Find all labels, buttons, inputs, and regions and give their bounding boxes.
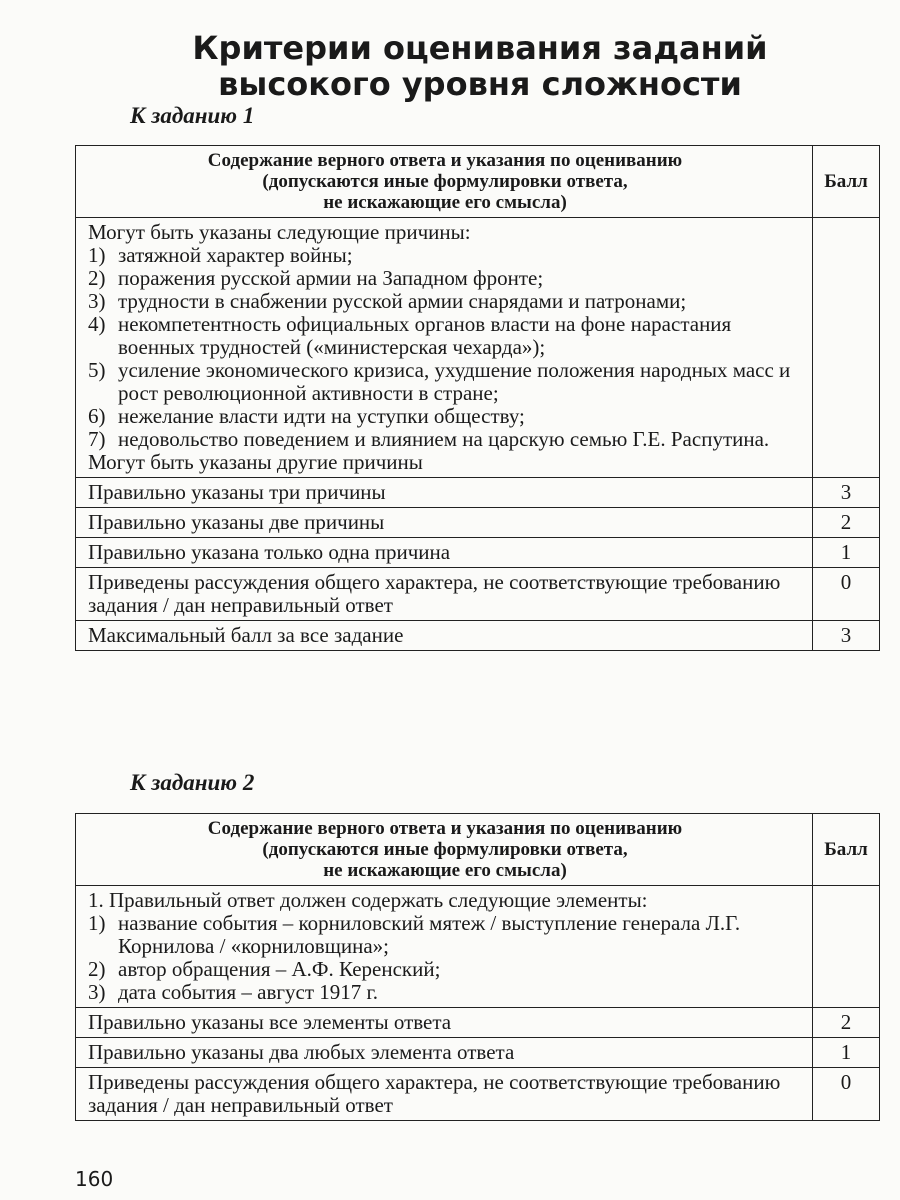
answer-item <box>88 313 802 359</box>
item-number: 3) <box>88 289 106 313</box>
header-content-cell <box>76 814 813 886</box>
item-text: нежелание власти идти на уступки обществу; <box>118 404 525 428</box>
page-number: 160 <box>75 1167 114 1191</box>
answer-item <box>88 912 802 958</box>
item-text: недовольство поведением и влиянием на царскую семью Г.Е. Распутина. <box>118 427 770 451</box>
criteria-text: Правильно указаны две причины <box>76 508 813 538</box>
item-number: 2) <box>88 957 106 981</box>
task-1-criteria-table <box>75 145 880 651</box>
task-2-heading: К заданию 2 <box>130 770 255 795</box>
criteria-score: 3 <box>813 478 880 508</box>
answer-item <box>88 290 802 313</box>
answer-item <box>88 428 802 451</box>
criteria-score: 0 <box>813 568 880 621</box>
criteria-score: 2 <box>813 508 880 538</box>
criteria-score: 0 <box>813 1068 880 1121</box>
criteria-row <box>76 538 880 568</box>
item-text: трудности в снабжении русской армии снарядами и патронами; <box>118 289 687 313</box>
criteria-score: 2 <box>813 1008 880 1038</box>
criteria-score: 1 <box>813 1038 880 1068</box>
criteria-row <box>76 1008 880 1038</box>
answer-content-cell <box>76 218 813 478</box>
task-1-heading: К заданию 1 <box>130 103 255 128</box>
criteria-text: Приведены рассуждения общего характера, не соответствующие требованию задания / дан неправильный ответ <box>76 1068 813 1121</box>
item-number: 2) <box>88 266 106 290</box>
table-header-row <box>76 814 880 886</box>
answer-score-cell <box>813 886 880 1008</box>
answer-content-row <box>76 218 880 478</box>
header-line: Содержание верного ответа и указания по оцениванию <box>207 150 683 171</box>
criteria-row <box>76 508 880 538</box>
criteria-text: Приведены рассуждения общего характера, не соответствующие требованию задания / дан неправильный ответ <box>76 568 813 621</box>
criteria-row <box>76 1038 880 1068</box>
answer-intro: Могут быть указаны следующие причины: <box>88 220 471 244</box>
header-score-cell: Балл <box>813 814 880 886</box>
item-number: 1) <box>88 911 106 935</box>
answer-outro: Могут быть указаны другие причины <box>88 450 423 474</box>
answer-item <box>88 267 802 290</box>
header-content-cell <box>76 146 813 218</box>
header-score-cell: Балл <box>813 146 880 218</box>
criteria-row <box>76 568 880 621</box>
page-title-line: высокого уровня сложности <box>218 65 742 103</box>
item-text: затяжной характер войны; <box>118 243 353 267</box>
answer-item <box>88 244 802 267</box>
answer-score-cell <box>813 218 880 478</box>
item-number: 7) <box>88 427 106 451</box>
header-line: (допускаются иные формулировки ответа, <box>262 171 628 192</box>
item-text: некомпетентность официальных органов власти на фоне нарастания военных трудностей («министерская чехарда»); <box>118 312 732 359</box>
criteria-row <box>76 1068 880 1121</box>
page-title <box>130 30 830 102</box>
task-2-criteria-table <box>75 813 880 1121</box>
criteria-text: Правильно указаны все элементы ответа <box>76 1008 813 1038</box>
header-line: не искажающие его смысла) <box>323 192 567 213</box>
item-number: 4) <box>88 312 106 336</box>
item-text: усиление экономического кризиса, ухудшение положения народных масс и рост революционной активности в стране; <box>118 358 791 405</box>
criteria-score: 1 <box>813 538 880 568</box>
max-score-row <box>76 621 880 651</box>
item-number: 3) <box>88 980 106 1004</box>
criteria-row <box>76 478 880 508</box>
item-number: 6) <box>88 404 106 428</box>
item-text: автор обращения – А.Ф. Керенский; <box>118 957 441 981</box>
item-number: 1) <box>88 243 106 267</box>
answer-content-row <box>76 886 880 1008</box>
header-line: Содержание верного ответа и указания по оцениванию <box>207 818 683 839</box>
item-number: 5) <box>88 358 106 382</box>
answer-intro: 1. Правильный ответ должен содержать следующие элементы: <box>88 888 648 912</box>
answer-content-cell <box>76 886 813 1008</box>
answer-item <box>88 958 802 981</box>
criteria-text: Правильно указана только одна причина <box>76 538 813 568</box>
answer-item <box>88 981 802 1004</box>
criteria-text: Правильно указаны два любых элемента ответа <box>76 1038 813 1068</box>
criteria-text: Правильно указаны три причины <box>76 478 813 508</box>
header-line: (допускаются иные формулировки ответа, <box>262 839 628 860</box>
item-text: название события – корниловский мятеж / выступление генерала Л.Г. Корнилова / «корниловщина»; <box>118 911 741 958</box>
answer-item <box>88 359 802 405</box>
item-text: дата события – август 1917 г. <box>118 980 378 1004</box>
page-title-line: Критерии оценивания заданий <box>192 29 768 67</box>
header-line: не искажающие его смысла) <box>323 860 567 881</box>
item-text: поражения русской армии на Западном фронте; <box>118 266 544 290</box>
table-header-row <box>76 146 880 218</box>
criteria-score: 3 <box>813 621 880 651</box>
criteria-text: Максимальный балл за все задание <box>76 621 813 651</box>
answer-item <box>88 405 802 428</box>
